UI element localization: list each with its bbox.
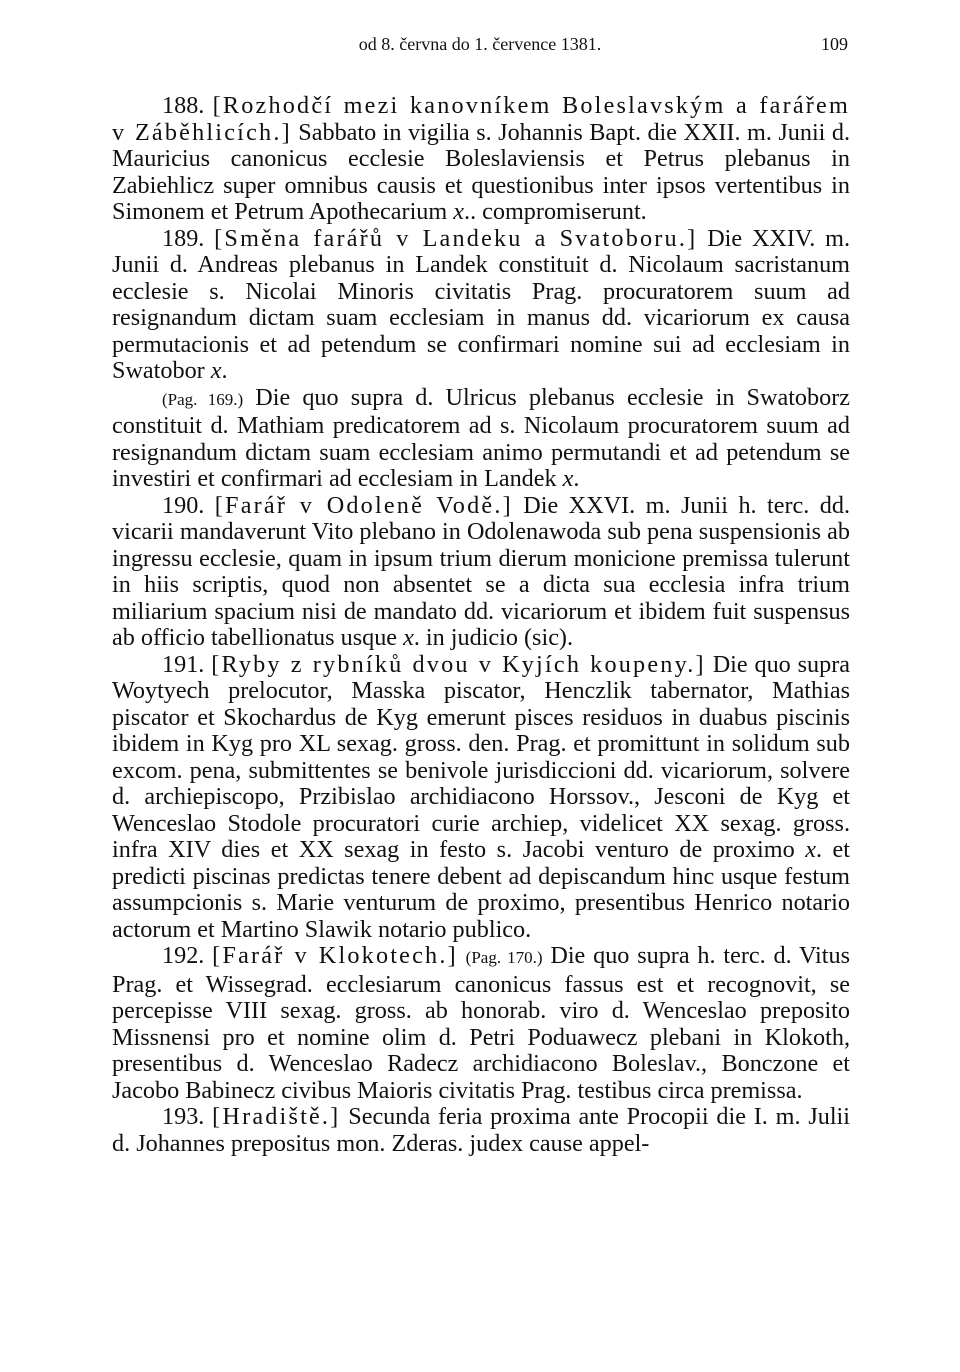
entry-189 (112, 226, 850, 385)
entry-heading: [Farář v Odoleně Vodě.] (214, 491, 513, 519)
entry-190 (112, 493, 850, 652)
page-reference: (Pag. 170.) (465, 948, 543, 967)
entry-188 (112, 93, 850, 226)
entry-heading: [Hradiště.] (212, 1103, 341, 1130)
entry-text: Die quo supra d. Ulricus plebanus ecclesie in Swatoborz constituit d. Mathiam predicatorem ad s. Nicolaum procuratorem suum ad resignandum dictam suam ecclesiam animo permutandi et ad petendum se investiri et confirmari ad ecclesiam in Landek (112, 383, 850, 492)
body-text (112, 93, 850, 1157)
entry-text: Die quo supra h. terc. d. Vitus Prag. et Wissegrad. ecclesiarum canonicus fassus est et recognovit, se percepisse VIII sexag. gross. ab honorab. viro d. Wenceslao preposito Missnensi pro et nomine olim d. Petri Poduawecz plebani in Klokoth, presentibus d. Wenceslao Radecz archidiacono Boleslav., Bonczone et Jacobo Babinecz civibus Maioris civitatis Prag. testibus circa premissa. (112, 942, 850, 1104)
etc-mark: x (805, 836, 816, 863)
etc-mark: x (403, 624, 414, 651)
entry-text: Secunda feria proxima ante Procopii die I. m. Julii d. Johannes prepositus mon. Zderas. judex cause appel- (112, 1103, 850, 1157)
etc-mark: x (210, 357, 222, 384)
entry-191 (112, 652, 850, 944)
entry-text: . (573, 465, 580, 492)
entry-heading: [Směna farářů v Landeku a Svatoboru.] (214, 224, 698, 252)
entry-number: 191. (162, 650, 205, 678)
entry-number: 190. (162, 491, 205, 519)
entry-heading: [Farář v Klokotech.] (212, 942, 458, 969)
entry-number: 193. (162, 1103, 205, 1130)
page-header (0, 34, 960, 62)
entry-text: . in judicio (sic). (413, 624, 574, 651)
entry-text: Die XXIV. m. Junii d. Andreas plebanus in Landek constituit d. Nicolaum sacristanum ecclesie s. Nicolai Minoris civitatis Prag. procuratorem suum ad resignandum dictam suam ecclesiam in manus dd. vicariorum ex causa permutacionis et ad petendum se confirmari nomine sui ad ecclesiam in Swatobor (112, 224, 851, 384)
entry-text: . et predicti piscinas predictas tenere debent ad depiscandum hinc usque festum assumpcionis s. Marie venturum de proximo, presentibus Henrico notario actorum et Martino Slawik notario publico. (112, 836, 850, 943)
entry-number: 188. (162, 92, 205, 119)
entry-number: 192. (162, 942, 205, 969)
page-number: 109 (821, 34, 848, 54)
entry-text: . (221, 357, 228, 384)
entry-193 (112, 1104, 850, 1157)
etc-mark: x (562, 465, 574, 492)
etc-mark: x (453, 198, 465, 225)
entry-189-continuation (112, 385, 850, 493)
page-reference: (Pag. 169.) (162, 389, 244, 409)
entry-192 (112, 943, 850, 1104)
entry-text: .. compromiserunt. (464, 198, 647, 225)
entry-number: 189. (162, 224, 205, 252)
running-head: od 8. června do 1. července 1381. (358, 34, 602, 54)
entry-text: Sabbato in vigilia s. Johannis Bapt. die XXII. m. Junii d. Mauricius canonicus ecclesie Boleslaviensis et Petrus plebanus in Zabiehlicz super omnibus causis et questionibus inter ipsos vertentibus in Simonem et Petrum Apothecarium (112, 118, 851, 225)
entry-text: Die XXVI. m. Junii h. terc. dd. vicarii mandaverunt Vito plebano in Odolenawoda sub pena suspensionis ab ingressu ecclesie, quam in ipsum trium dierum monicione premissa tulerunt in hiis scriptis, quod non absentet se a dicta sua ecclesia infra trium miliarium spacium nisi de mandato dd. vicariorum et ibidem fuit suspensus ab officio tabellionatus usque (112, 491, 851, 651)
entry-text: Die quo supra Woytyech prelocutor, Masska piscator, Henczlik tabernator, Mathias piscator et Skochardus de Kyg emerunt pisces residuos in duabus piscinis ibidem in Kyg pro XL sexag. gross. den. Prag. et promittunt in solidum sub excom. pena, submittentes se benivole jurisdiccioni dd. vicariorum, solvere d. archiepiscopo, Przibislao archidiacono Horssov., Jesconi de Kyg et Wenceslao Stodole procuratori curie archiep, videlicet XX sexag. gross. infra XIV dies et XX sexag in festo s. Jacobi venturo de proximo (112, 650, 851, 863)
entry-heading: [Ryby z rybníků dvou v Kyjích koupeny.] (211, 650, 706, 678)
entry-heading: [Rozhodčí mezi kanovníkem Boleslavským a farářem v Záběhlicích.] (112, 92, 851, 146)
